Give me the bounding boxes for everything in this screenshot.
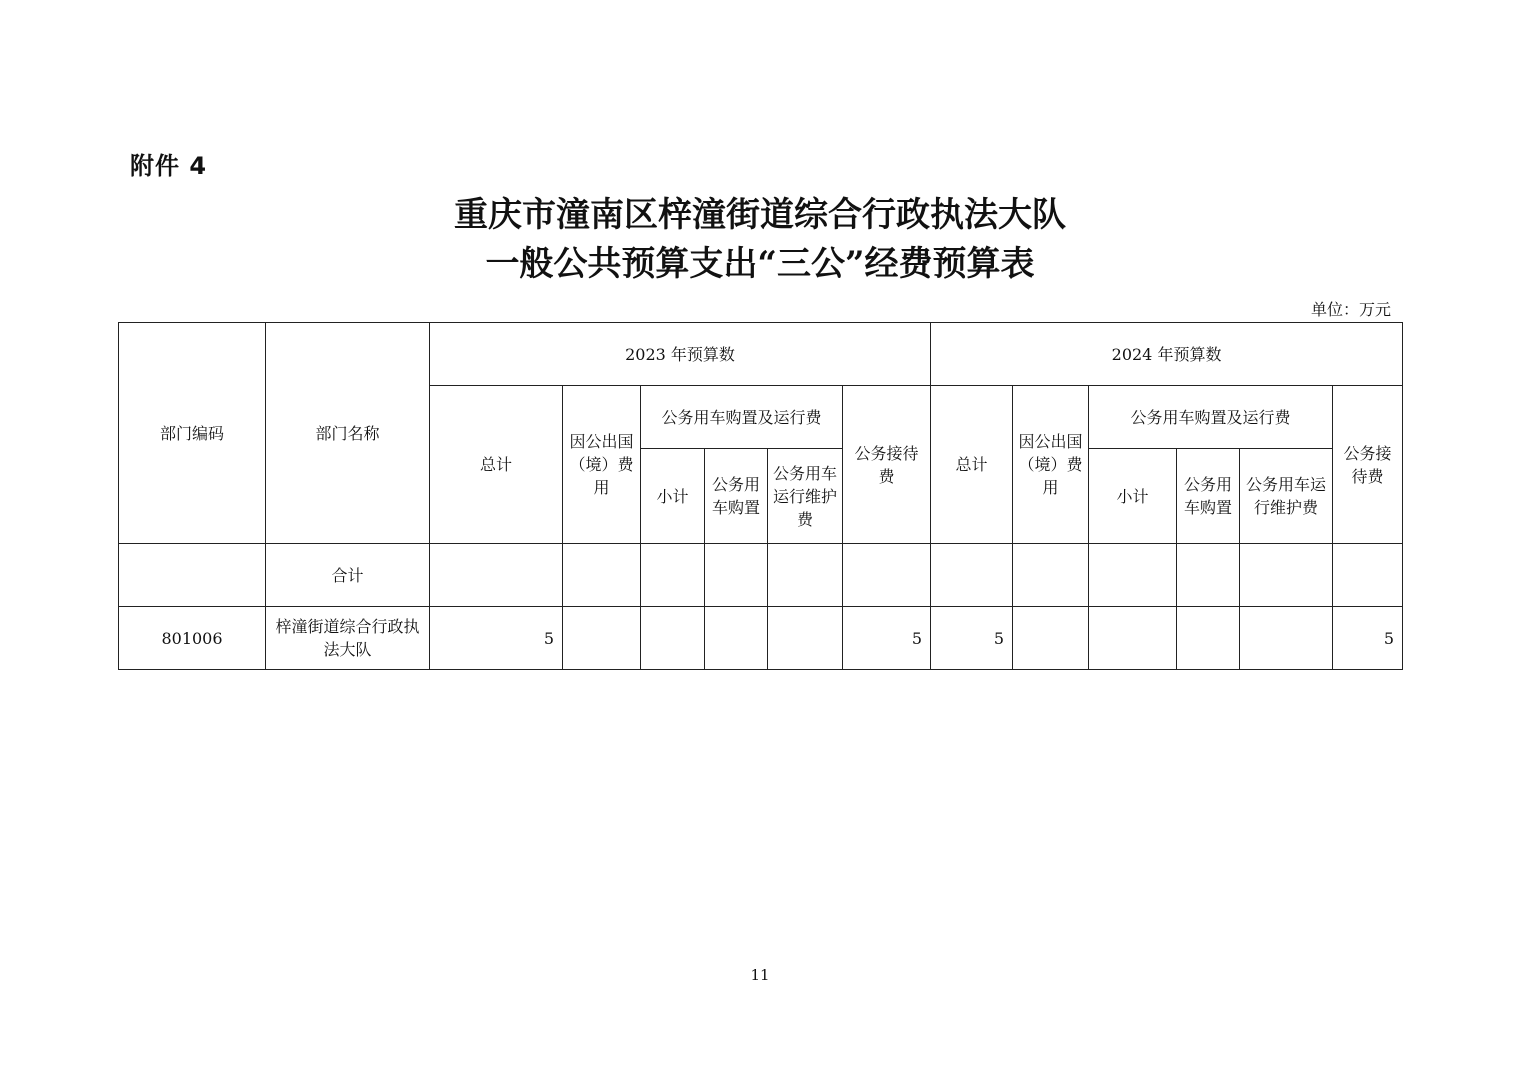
row-dept-name: 梓潼街道综合行政执法大队 bbox=[266, 607, 430, 670]
header-dept-name: 部门名称 bbox=[266, 323, 430, 544]
budget-table bbox=[118, 322, 1403, 670]
header-2024-car-group: 公务用车购置及运行费 bbox=[1089, 386, 1333, 449]
total-row-label: 合计 bbox=[266, 544, 430, 607]
total-row-code bbox=[119, 544, 266, 607]
total-row bbox=[119, 544, 1403, 607]
row-2023-total: 5 bbox=[430, 607, 563, 670]
header-year-2023: 2023 年预算数 bbox=[430, 323, 931, 386]
unit-label: 单位：万元 bbox=[1310, 300, 1391, 319]
header-2024-reception: 公务接待费 bbox=[1333, 386, 1403, 544]
header-dept-code: 部门编码 bbox=[119, 323, 266, 544]
document-title-line-2: 一般公共预算支出“三公”经费预算表 bbox=[485, 244, 1035, 284]
header-2024-subtotal: 小计 bbox=[1089, 449, 1177, 544]
header-2024-car-purchase: 公务用车购置 bbox=[1177, 449, 1240, 544]
header-2024-total: 总计 bbox=[931, 386, 1013, 544]
page-number: 11 bbox=[750, 966, 770, 984]
row-dept-code: 801006 bbox=[119, 607, 266, 670]
header-2023-car-purchase: 公务用车购置 bbox=[705, 449, 768, 544]
header-row-years bbox=[119, 323, 1403, 386]
attachment-label: 附件 4 bbox=[130, 152, 208, 180]
header-year-2024: 2024 年预算数 bbox=[931, 323, 1403, 386]
header-2023-car-group: 公务用车购置及运行费 bbox=[641, 386, 843, 449]
row-2023-reception: 5 bbox=[843, 607, 931, 670]
row-2024-total: 5 bbox=[931, 607, 1013, 670]
header-2023-abroad: 因公出国（境）费用 bbox=[563, 386, 641, 544]
table-row bbox=[119, 607, 1403, 670]
header-2023-reception: 公务接待费 bbox=[843, 386, 931, 544]
header-2023-total: 总计 bbox=[430, 386, 563, 544]
document-title-line-1: 重庆市潼南区梓潼街道综合行政执法大队 bbox=[454, 195, 1066, 235]
header-2024-abroad: 因公出国（境）费用 bbox=[1013, 386, 1089, 544]
header-2023-subtotal: 小计 bbox=[641, 449, 705, 544]
row-2024-reception: 5 bbox=[1333, 607, 1403, 670]
header-2024-car-maintenance: 公务用车运行维护费 bbox=[1240, 449, 1333, 544]
header-2023-car-maintenance: 公务用车运行维护费 bbox=[768, 449, 843, 544]
